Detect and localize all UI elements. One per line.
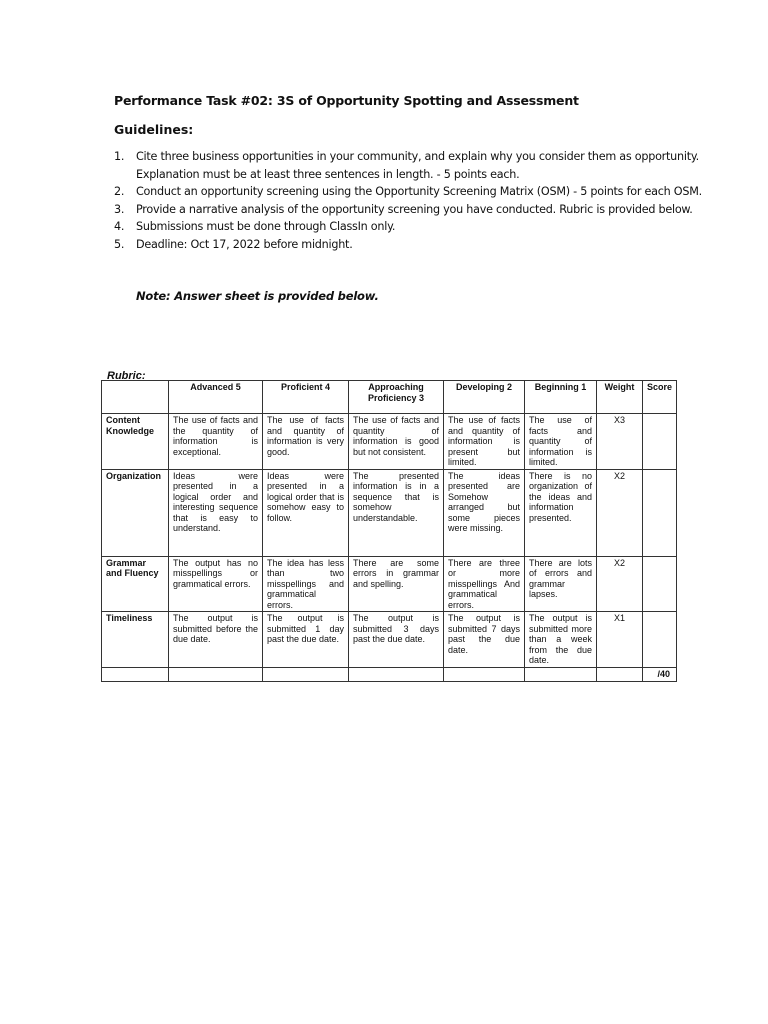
beginning-cell: The use of facts and quantity of information is limited.	[525, 414, 597, 470]
developing-cell: The ideas presented are Somehow arranged but some pieces were missing.	[444, 469, 525, 556]
weight-cell: X3	[597, 414, 643, 470]
guideline-item	[114, 218, 714, 236]
guideline-text: Cite three business opportunities in your community, and explain why you consider them as opportunity. Explanation must be at least three sentences in length. - 5 points each.	[136, 150, 699, 181]
proficient-cell: The use of facts and quantity of information is very good.	[263, 414, 349, 470]
table-row	[102, 414, 677, 470]
header-approaching: Approaching Proficiency 3	[349, 381, 444, 414]
total-row	[102, 668, 677, 682]
answer-sheet-note: Note: Answer sheet is provided below.	[136, 289, 379, 303]
criterion-cell: Organization	[102, 469, 169, 556]
guidelines-heading: Guidelines:	[114, 122, 194, 137]
beginning-cell: The output is submitted more than a week from the due date.	[525, 612, 597, 668]
header-proficient: Proficient 4	[263, 381, 349, 414]
guideline-text: Deadline: Oct 17, 2022 before midnight.	[136, 237, 353, 251]
table-row	[102, 469, 677, 556]
empty-cell	[597, 668, 643, 682]
weight-cell: X2	[597, 469, 643, 556]
criterion-cell: Grammar and Fluency	[102, 556, 169, 612]
total-score: /40	[643, 668, 677, 682]
weight-cell: X2	[597, 556, 643, 612]
score-cell[interactable]	[643, 414, 677, 470]
header-weight: Weight	[597, 381, 643, 414]
developing-cell: The use of facts and quantity of information is present but limited.	[444, 414, 525, 470]
header-criteria	[102, 381, 169, 414]
table-row	[102, 556, 677, 612]
guideline-number: 1.	[114, 150, 125, 163]
guidelines-list	[114, 148, 714, 253]
advanced-cell: The use of facts and the quantity of information is exceptional.	[169, 414, 263, 470]
empty-cell	[525, 668, 597, 682]
criterion-cell: Content Knowledge	[102, 414, 169, 470]
score-cell[interactable]	[643, 612, 677, 668]
beginning-cell: There is no organization of the ideas and information presented.	[525, 469, 597, 556]
rubric-label: Rubric:	[107, 370, 146, 382]
beginning-cell: There are lots of errors and grammar lapses.	[525, 556, 597, 612]
guideline-text: Conduct an opportunity screening using the Opportunity Screening Matrix (OSM) - 5 points for each OSM.	[136, 185, 702, 198]
guideline-text: Submissions must be done through ClassIn only.	[136, 220, 396, 233]
approaching-cell: There are some errors in grammar and spelling.	[349, 556, 444, 612]
guideline-item	[114, 183, 714, 201]
proficient-cell: The output is submitted 1 day past the due date.	[263, 612, 349, 668]
advanced-cell: Ideas were presented in a logical order and interesting sequence that is easy to understand.	[169, 469, 263, 556]
empty-cell	[349, 668, 444, 682]
guideline-number: 5.	[114, 237, 125, 251]
score-cell[interactable]	[643, 556, 677, 612]
table-row	[102, 612, 677, 668]
score-cell[interactable]	[643, 469, 677, 556]
guideline-text: Provide a narrative analysis of the opportunity screening you have conducted. Rubric is provided below.	[136, 202, 693, 216]
proficient-cell: The idea has less than two misspellings and grammatical errors.	[263, 556, 349, 612]
advanced-cell: The output is submitted before the due date.	[169, 612, 263, 668]
empty-cell	[444, 668, 525, 682]
page-title: Performance Task #02: 3S of Opportunity Spotting and Assessment	[114, 93, 579, 108]
header-score: Score	[643, 381, 677, 414]
guideline-number: 2.	[114, 185, 125, 198]
developing-cell: There are three or more misspellings And grammatical errors.	[444, 556, 525, 612]
guideline-item	[114, 201, 714, 219]
approaching-cell: The presented information is in a sequence that is somehow understandable.	[349, 469, 444, 556]
advanced-cell: The output has no misspellings or grammatical errors.	[169, 556, 263, 612]
guideline-number: 4.	[114, 220, 125, 233]
rubric-table	[101, 380, 677, 682]
empty-cell	[102, 668, 169, 682]
weight-cell: X1	[597, 612, 643, 668]
header-advanced: Advanced 5	[169, 381, 263, 414]
rubric-header-row	[102, 381, 677, 414]
developing-cell: The output is submitted 7 days past the due date.	[444, 612, 525, 668]
guideline-number: 3.	[114, 202, 125, 216]
empty-cell	[263, 668, 349, 682]
guideline-item	[114, 148, 714, 183]
empty-cell	[169, 668, 263, 682]
proficient-cell: Ideas were presented in a logical order that is somehow easy to follow.	[263, 469, 349, 556]
header-beginning: Beginning 1	[525, 381, 597, 414]
criterion-cell: Timeliness	[102, 612, 169, 668]
header-developing: Developing 2	[444, 381, 525, 414]
approaching-cell: The use of facts and quantity of information is good but not consistent.	[349, 414, 444, 470]
approaching-cell: The output is submitted 3 days past the due date.	[349, 612, 444, 668]
guideline-item	[114, 236, 714, 254]
